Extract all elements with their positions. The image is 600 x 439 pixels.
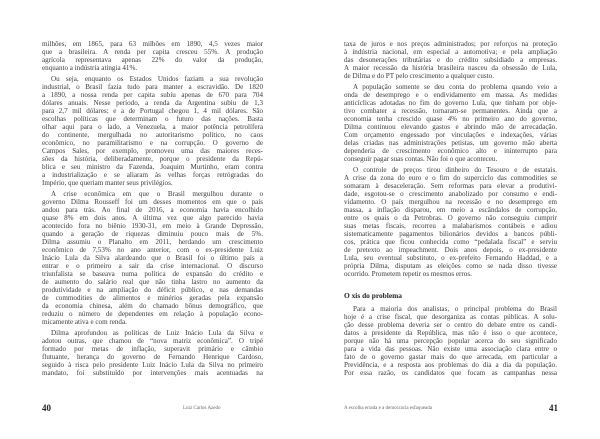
paragraph xyxy=(42,329,263,377)
text-line: A crise da zona do euro e o fim do superciclo das commodities se xyxy=(344,174,557,182)
text-line: Por essa razão, os candidatos que focam as campanhas nessa xyxy=(344,369,557,377)
page-number: 40 xyxy=(42,403,51,413)
right-page xyxy=(300,0,600,439)
text-line: vidamento. O país mergulhou na recessão e no desemprego em xyxy=(344,198,557,206)
text-line: quando a geração de riquezas diminuiu pouco mais de 5%. xyxy=(42,230,263,238)
text-line: suas metas fiscais, recorreu a malabarismos contábeis e adiou xyxy=(344,222,557,230)
text-line: Dilma assumiu o Planalto em 2011, herdando um crescimento xyxy=(42,238,263,246)
text-line: que a brasileira. A renda per capita cresceu 55%. A produção xyxy=(42,48,263,56)
text-line: própria Dilma, disputam as eleições como se nada disso tivesse xyxy=(344,262,557,270)
text-line: triunfalista se baseava numa política de expansão do crédito e xyxy=(42,270,263,278)
text-line: Para a maioria dos analistas, o principal problema do Brasil xyxy=(353,305,557,313)
paragraph xyxy=(42,190,263,326)
text-line: ção desse problema deveria ser o centro do debate entre os candi- xyxy=(344,321,557,329)
text-line: sões da história, deliberadamente, porque o presidente da Repú- xyxy=(42,155,263,163)
paragraph xyxy=(344,166,557,278)
text-line: A crise econômica em que o Brasil mergulhou durante o xyxy=(51,190,263,198)
text-line: ocorrido. Prometem repetir os mesmos erros. xyxy=(344,270,472,278)
text-line: mandato, foi substituído por intervenções mais acentuadas na xyxy=(42,369,263,377)
text-line: O controle de preços tirou dinheiro do Tesouro e de estatais. xyxy=(353,166,557,174)
text-line: Campos Sales, por exemplo, promoveu uma das maiores reces- xyxy=(42,147,263,155)
text-line: formado por metas de inflação, superavit primário e câmbio xyxy=(42,345,263,353)
text-line: entre os quais o da Petrobras. O governo não conseguiu cumprir xyxy=(344,214,557,222)
paragraphs-before-heading xyxy=(344,40,557,278)
text-line: Lula, seu eventual substituto, o ex-prefeito Fernando Haddad, e a xyxy=(344,254,557,262)
text-line: de Dilma e do PT pelo crescimento a qualquer custo. xyxy=(344,72,494,80)
text-line: econômico, no paramilitarismo e na corrupção. O governo de xyxy=(42,139,263,147)
text-line: conseguir pagar suas contas. Não foi o que aconteceu. xyxy=(344,155,498,163)
paragraph xyxy=(344,305,557,377)
text-line: hoje é a crise fiscal, que desorganiza as contas públicas. A solu- xyxy=(344,313,557,321)
page-number: 41 xyxy=(549,403,558,413)
text-line: Ou seja, enquanto os Estados Unidos faziam a sua revolução xyxy=(51,75,263,83)
text-line: industrial, o Brasil fazia tudo para manter a escravidão. De 1820 xyxy=(42,83,263,91)
text-line: dólares anuais. Nesse período, a renda da Argentina subiu de 1,3 xyxy=(42,99,263,107)
text-line: econômico de 7,53% no ano anterior, com o ex-presidente Luiz xyxy=(42,246,263,254)
text-line: dependeria de crescimento econômico alto e ininterrupto para xyxy=(344,147,557,155)
text-line: blica e seu ministro da Fazenda, Joaquim Murtinho, eram contra xyxy=(42,163,263,171)
text-line: dade, esgotou-se o crescimento anabolizado por consumo e endi- xyxy=(344,190,557,198)
text-line: datos a presidente da República, mas não é isso o que acontece, xyxy=(344,329,557,337)
text-line: sistematicamente pagamentos bilionários devidos a bancos públi- xyxy=(344,230,557,238)
text-line: à indústria nacional, em especial a automotiva; e pela ampliação xyxy=(344,48,557,56)
text-line: Dilma aprofundou as políticas de Luiz Inácio Lula da Silva e xyxy=(51,329,263,337)
text-line: agrícola representava apenas 22% do valor da produção, xyxy=(42,56,263,64)
text-line: do continente, mergulhada no autoritarismo político, no caos xyxy=(42,131,263,139)
text-line: porque não há uma percepção popular acerca do seu significado xyxy=(344,337,557,345)
text-line: a 1890, a nossa renda per capita subiu apenas de 670 para 704 xyxy=(42,91,263,99)
text-line: de pretexto ao impeachment. Dois anos depois, o ex-presidente xyxy=(344,246,557,254)
text-line: de aumento do salário real que não tinha lastro no aumento da xyxy=(42,278,263,286)
text-line: milhões, em 1865, para 63 milhões em 1890, 4,5 vezes maior xyxy=(42,40,263,48)
text-line: reduziu o número de dependentes em relação à população econo- xyxy=(42,310,263,318)
text-line: das desonerações tributárias e do crédito subsidiado a empresas. xyxy=(344,56,557,64)
running-head-title: A escolha errada e a democracia esfaqueada xyxy=(344,406,433,411)
text-line: anticíclicas adotadas no fim do governo Lula, que tinham por obje- xyxy=(344,99,557,107)
text-line: somaram à desaceleração. Sem reformas para elevar a produtivi- xyxy=(344,182,557,190)
right-page-body xyxy=(344,40,557,380)
running-head-author: Luiz Carlos Azedo xyxy=(183,406,221,411)
text-line: olhar aqui para o lado, a Venezuela, a maior potência petrolífera xyxy=(42,123,263,131)
text-line: Dilma continuou elevando gastos e abrindo mão de arrecadação. xyxy=(344,123,557,131)
text-line: micamente ativa e com renda. xyxy=(42,318,127,326)
text-line: Com orçamento engessado por vinculações e indexações, várias xyxy=(344,131,557,139)
paragraph xyxy=(344,40,557,80)
text-line: massa, a inflação disparou, em meio a escândalos de corrupção, xyxy=(344,206,557,214)
text-line: escolhas políticas que determinam o futuro das nações. Basta xyxy=(42,115,263,123)
text-line: A população somente se deu conta do problema quando veio a xyxy=(353,83,557,91)
text-line: Império, que queriam manter seus privilégios. xyxy=(42,179,173,187)
text-line: taxa de juros e nos preços administrados; por reforços na proteção xyxy=(344,40,557,48)
text-line: delas criadas nas administrações petistas, um governo mão aberta xyxy=(344,139,557,147)
text-line: produtividade e na ampliação do déficit público, e nas demandas xyxy=(42,286,263,294)
text-line: Previdência, e a resposta aos problemas do dia a dia da população. xyxy=(344,361,557,369)
text-line: flutuante, herança do governo de Fernando Henrique Cardoso, xyxy=(42,353,263,361)
section-heading: O xis do problema xyxy=(344,291,402,300)
paragraph xyxy=(344,83,557,163)
text-line: Inácio Lula da Silva alardeando que o Brasil foi o último país a xyxy=(42,254,263,262)
text-line: enquanto a indústria atingia 41%. xyxy=(42,64,138,72)
text-line: de commodities de alimentos e minérios geradas pela expansão xyxy=(42,294,263,302)
text-line: governo Dilma Rousseff foi um desses momentos em que o país xyxy=(42,198,263,206)
text-line: adotou outras, que chamou de “nova matriz econômica”. O tripé xyxy=(42,337,263,345)
text-line: quase 8% em dois anos. A última vez que algo parecido havia xyxy=(42,214,263,222)
text-line: fato de o governo gastar mais do que arrecada, em particular a xyxy=(344,353,557,361)
text-line: economia tenha crescido quase 4% no primeiro ano do governo, xyxy=(344,115,557,123)
text-line: tivo combater a recessão, tornaram-se permanentes. Ainda que a xyxy=(344,107,557,115)
text-line: entrar e o primeiro a sair da crise internacional. O discurso xyxy=(42,262,263,270)
text-line: seguido à risca pelo presidente Luiz Inácio Lula da Silva no primeiro xyxy=(42,361,263,369)
paragraph xyxy=(42,75,263,187)
paragraph xyxy=(42,40,263,72)
text-line: a industrialização e se aliaram às velhas forças retrógradas do xyxy=(42,171,263,179)
text-line: para a vida das pessoas. Não existe uma associação clara entre o xyxy=(344,345,557,353)
text-line: para 2,7 mil dólares; e a de Portugal chegou 1, 4 mil dólares. São xyxy=(42,107,263,115)
paragraphs-after-heading xyxy=(344,305,557,377)
text-line: andou para trás. Ao final de 2016, a economia havia encolhido xyxy=(42,206,263,214)
left-page-body xyxy=(42,40,263,380)
text-line: cos, prática que ficou conhecida como “pedalada fiscal” e serviu xyxy=(344,238,557,246)
text-line: onda de desemprego e o endividamento em massa. As medidas xyxy=(344,91,557,99)
text-line: acontecido fora no biênio 1930-31, em meio à Grande Depressão, xyxy=(42,222,263,230)
text-line: da economia chinesa, além do chamado bônus demográfico, que xyxy=(42,302,263,310)
text-line: A maior recessão da história brasileira nasceu da obsessão de Lula, xyxy=(344,64,557,72)
